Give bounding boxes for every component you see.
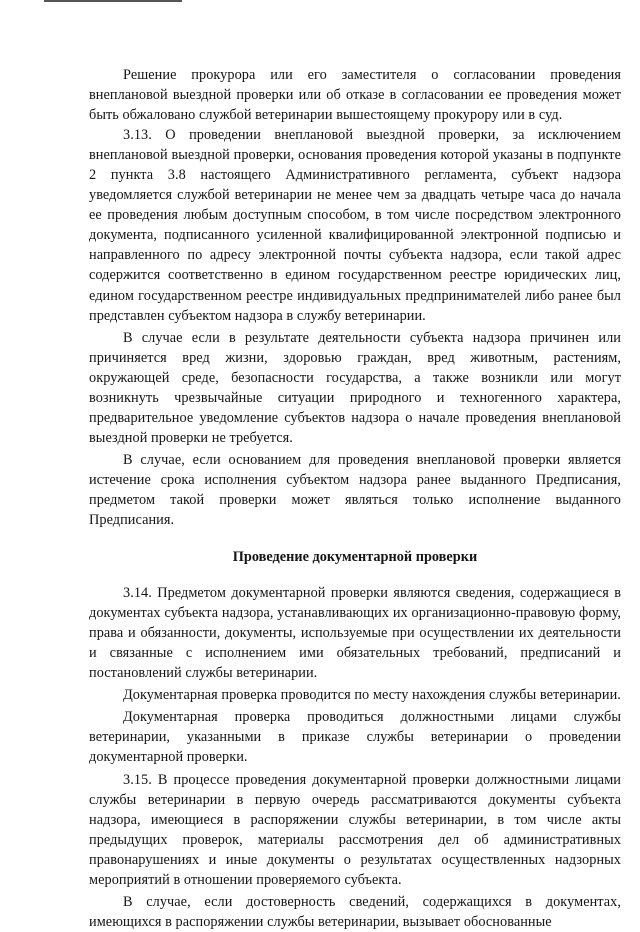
paragraph-prosecutor-decision: Решение прокурора или его заместителя о согласовании проведения внеплановой выездной проверки или об отказе в согласовании ее проведения может быть обжаловано службой ветеринарии вышестоящему прокурору или в суд. xyxy=(89,67,621,124)
paragraph-prescription-expiry: В случае, если основанием для проведения внеплановой проверки является истечение срока исполнения субъектом надзора ранее выданного Предписания, предметом такой проверки может являться только исполнение выданного Предписания. xyxy=(89,451,621,529)
section-heading: Проведение документарной проверки xyxy=(232,549,478,566)
paragraph-reliability: В случае, если достоверность сведений, содержащихся в документах, имеющихся в распоряжении службы ветеринарии, вызывает обоснованные xyxy=(89,893,621,930)
paragraph-3-14: 3.14. Предметом документарной проверки являются сведения, содержащиеся в документах субъекта надзора, устанавливающих их организационно-правовую форму, права и обязанности, документы, используемые при осуществлении их деятельности и связанные с исполнением ими обязательных требований, предписаний и постановлений службы ветеринарии. xyxy=(89,585,621,682)
paragraph-3-13: 3.13. О проведении внеплановой выездной проверки, за исключением внеплановой выездной проверки, основания проведения которой указаны в подпункте 2 пункта 3.8 настоящего Административного регламента, субъект надзора уведомляется службой ветеринарии не менее чем за двадцать четыре часа до начала ее проведения любым доступным способом, в том числе посредством электронного документа, подписанного усиленной квалифицированной электронной подписью и направленного по адресу электронной почты субъекта надзора, если такой адрес содержится соответственно в едином государственном реестре юридических лиц, едином государственном реестре индивидуальных предпринимателей либо ранее был представлен субъектом надзора в службу ветеринарии. xyxy=(89,127,621,324)
paragraph-location: Документарная проверка проводится по месту нахождения службы ветеринарии. xyxy=(123,687,621,704)
paragraph-officials: Документарная проверка проводиться должностными лицами службы ветеринарии, указанными в приказе службы ветеринарии о проведении документарной проверки. xyxy=(89,709,621,766)
document-page xyxy=(89,65,621,932)
paragraph-harm-exception: В случае если в результате деятельности субъекта надзора причинен или причиняется вред жизни, здоровью граждан, вред животным, растениям, окружающей среде, безопасности государства, а также возникли или могут возникнуть чрезвычайные ситуации природного и техногенного характера, предварительное уведомление субъектов надзора о начале проведения внеплановой выездной проверки не требуется. xyxy=(89,329,621,446)
header-rule-line xyxy=(44,0,182,2)
paragraph-3-15: 3.15. В процессе проведения документарной проверки должностными лицами службы ветеринарии в первую очередь рассматриваются документы субъекта надзора, имеющиеся в распоряжении службы ветеринарии, в том числе акты предыдущих проверок, материалы рассмотрения дел об административных правонарушениях и иные документы о результатах осуществленных надзорных мероприятий в отношении проверяемого субъекта. xyxy=(89,771,621,888)
